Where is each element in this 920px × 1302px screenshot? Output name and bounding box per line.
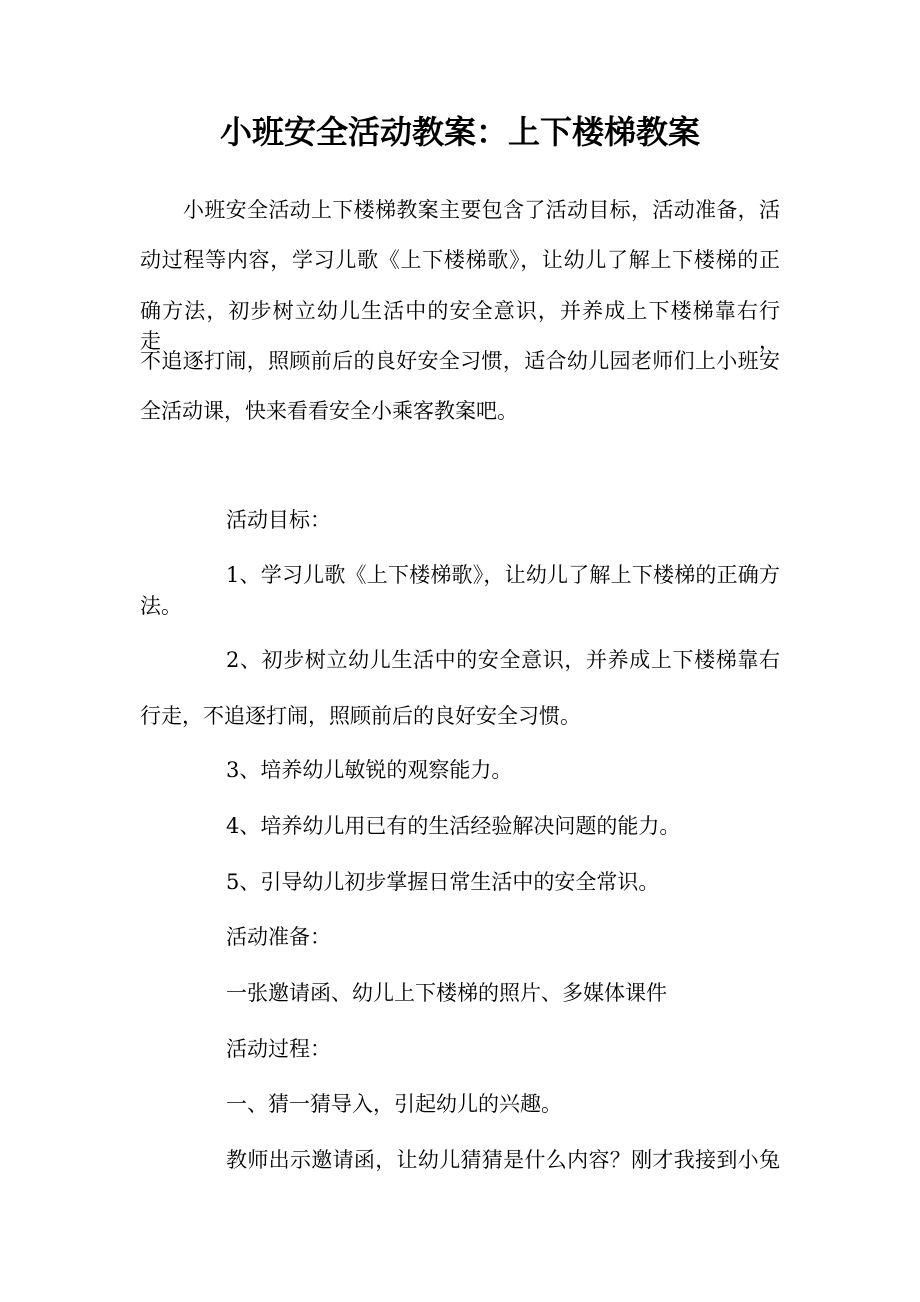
- step1-heading: 一、猜一猜导入，引起幼儿的兴趣。: [226, 1092, 562, 1116]
- intro-line: 动过程等内容，学习儿歌《上下楼梯歌》，让幼儿了解上下楼梯的正: [140, 248, 780, 272]
- goal-item: 2、初步树立幼儿生活中的安全意识，并养成上下楼梯靠右: [226, 648, 780, 672]
- goal-item-cont: 行走，不追逐打闹，照顾前后的良好安全习惯。: [140, 704, 581, 728]
- goal-item: 5、引导幼儿初步掌握日常生活中的安全常识。: [226, 870, 660, 894]
- intro-line: 全活动课，快来看看安全小乘客教案吧。: [140, 399, 518, 423]
- step1-text: 教师出示邀请函，让幼儿猜猜是什么内容？刚才我接到小兔: [226, 1148, 780, 1172]
- goal-item: 4、培养幼儿用已有的生活经验解决问题的能力。: [226, 814, 681, 838]
- prep-heading: 活动准备：: [226, 925, 331, 949]
- prep-text: 一张邀请函、幼儿上下楼梯的照片、多媒体课件: [226, 981, 667, 1005]
- goal-item-cont: 法。: [140, 594, 182, 618]
- goal-item: 1、学习儿歌《上下楼梯歌》，让幼儿了解上下楼梯的正确方: [226, 563, 780, 587]
- intro-line: 确方法，初步树立幼儿生活中的安全意识，并养成上下楼梯靠右行走，: [140, 299, 780, 353]
- process-heading: 活动过程：: [226, 1037, 331, 1061]
- goal-item: 3、培养幼儿敏锐的观察能力。: [226, 758, 513, 782]
- document-title: 小班安全活动教案：上下楼梯教案: [219, 113, 700, 151]
- intro-line: 小班安全活动上下楼梯教案主要包含了活动目标，活动准备，活: [183, 198, 780, 222]
- intro-line: 不追逐打闹，照顾前后的良好安全习惯，适合幼儿园老师们上小班安: [140, 349, 780, 373]
- goals-heading: 活动目标：: [226, 508, 331, 532]
